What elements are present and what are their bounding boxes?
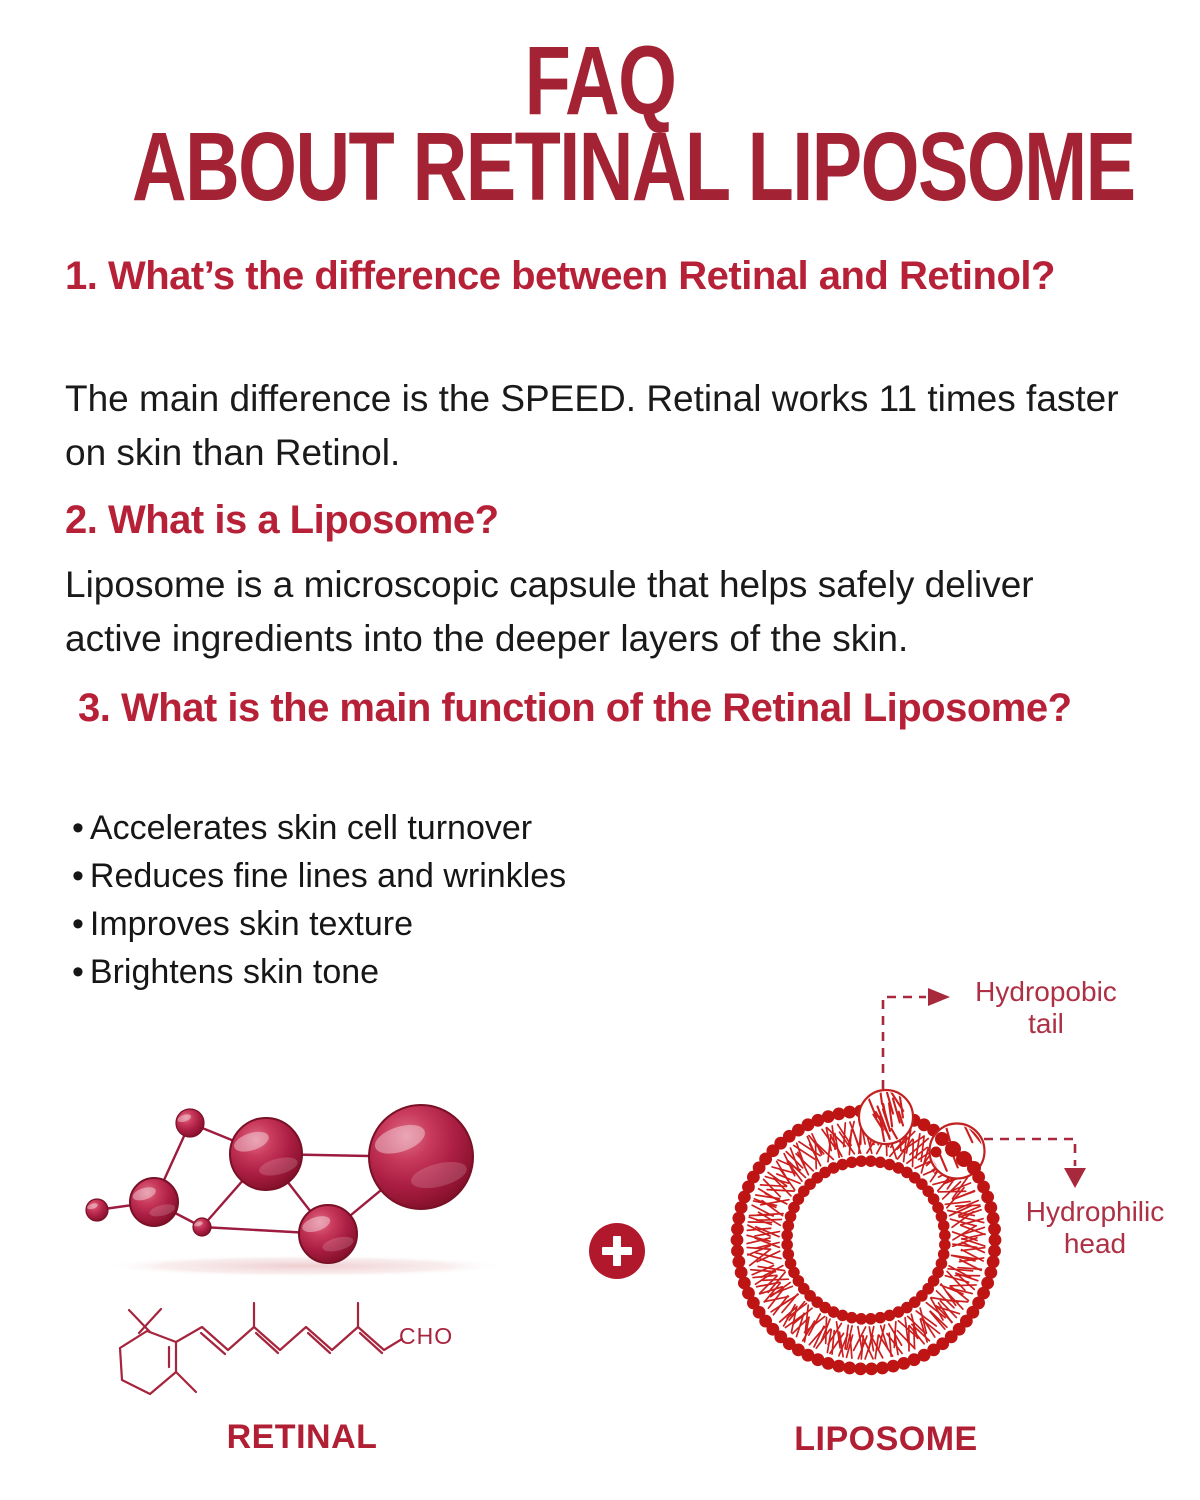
hydrophilic-head-zoom-circle — [930, 1124, 985, 1179]
bullet-item: • Improves skin texture — [72, 900, 566, 948]
liposome-bilayer-ring — [731, 1105, 1002, 1376]
molecule-bond-lines — [97, 1123, 421, 1234]
liposome-caption: LIPOSOME — [794, 1420, 978, 1458]
title-line-faq: FAQ — [524, 26, 676, 135]
question-1: 1. What’s the difference between Retinal and Retinol? — [65, 254, 1055, 298]
molecule-shadow — [100, 1255, 510, 1277]
bullet-item: • Brightens skin tone — [72, 948, 566, 996]
question-2: 2. What is a Liposome? — [65, 498, 499, 542]
hydrophobic-tail-label: Hydropobic tail — [975, 976, 1117, 1040]
function-bullet-list — [72, 804, 566, 996]
tail-arrow-icon — [928, 988, 950, 1006]
plus-icon — [589, 1223, 645, 1279]
answer-1: The main difference is the SPEED. Retinal works 11 times faster on skin than Retinol. — [65, 378, 1119, 474]
title-line-subject: ABOUT RETINAL LIPOSOME — [132, 111, 1135, 221]
page-title — [0, 26, 1200, 221]
head-connector-line — [984, 1139, 1075, 1166]
retinal-chemical-structure — [120, 1303, 402, 1394]
bullet-item: • Accelerates skin cell turnover — [72, 804, 566, 852]
retinal-molecule-spheres — [86, 1105, 473, 1263]
question-3: 3. What is the main function of the Retinal Liposome? — [78, 686, 1072, 730]
hydrophilic-head-label: Hydrophilic head — [1025, 1196, 1165, 1260]
head-arrow-icon — [1064, 1168, 1086, 1188]
tail-connector-line — [883, 997, 926, 1089]
hydrophobic-tail-zoom-circle — [859, 1090, 913, 1144]
bullet-item: • Reduces fine lines and wrinkles — [72, 852, 566, 900]
cho-group-label: CHO — [399, 1323, 454, 1349]
answer-2: Liposome is a microscopic capsule that helps safely deliver active ingredients into the deeper layers of the skin. — [65, 564, 1034, 660]
retinal-caption: RETINAL — [226, 1418, 378, 1456]
hydrophilic-head-dots — [931, 1132, 982, 1175]
